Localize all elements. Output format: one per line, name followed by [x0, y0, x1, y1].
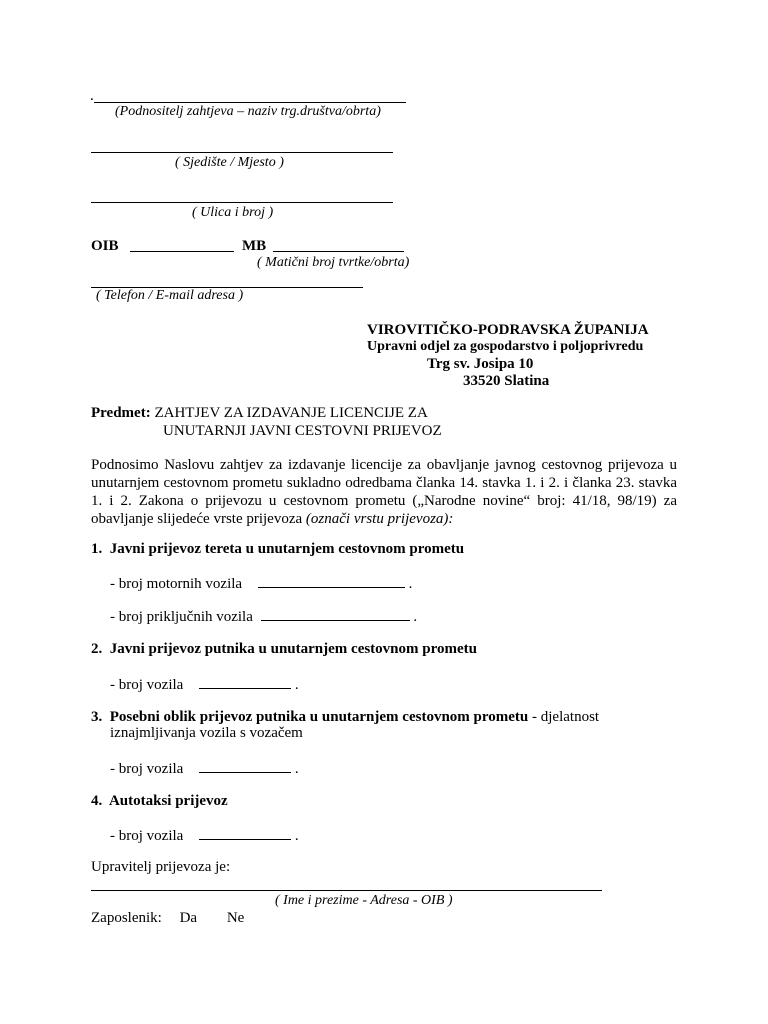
trailers-input-line[interactable]	[261, 607, 410, 621]
item-1-title	[91, 540, 464, 558]
mb-line	[273, 251, 404, 252]
field-vehicles-label: - broj vozila	[110, 677, 184, 693]
employee-yes-option[interactable]: Da	[179, 910, 198, 926]
item-2-number: 2.	[91, 641, 103, 657]
item-3-suffix: - djelatnost	[528, 709, 600, 725]
employee-row	[91, 909, 244, 927]
item-4-number: 4.	[91, 793, 103, 809]
applicant-name-prefix: .	[90, 88, 94, 104]
field-dot: .	[413, 609, 418, 625]
field-vehicles-label: - broj vozila	[110, 828, 184, 844]
item-1-number: 1.	[91, 541, 103, 557]
intro-text: Podnosimo Naslovu zahtjev za izdavanje licencije za obavljanje javnog cestovnog prijevoza u unutarnjem cestovnom prometu sukladno odredbama članka 14. stavka 1. i 2. i članka 23. stavka 1. i 2. Zakona o prijevozu u cestovnom prometu („Narodne novine“ broj: 41/18, 98/19) za obavljanje slijedeće vrste prijevoza	[91, 457, 677, 527]
subject-title-2: UNUTARNJI JAVNI CESTOVNI PRIJEVOZ	[163, 423, 442, 439]
field-motor-vehicles-label: - broj motornih vozila	[110, 576, 243, 592]
field-vehicles-2	[110, 675, 299, 694]
item-2-title	[91, 640, 477, 658]
manager-line[interactable]	[91, 890, 602, 891]
item-3-number: 3.	[91, 709, 103, 725]
vehicles-2-input-line[interactable]	[199, 675, 291, 689]
mb-label: MB	[242, 238, 267, 254]
field-vehicles-label: - broj vozila	[110, 761, 184, 777]
item-4-text: Autotaksi prijevoz	[108, 793, 228, 809]
field-vehicles-3	[110, 759, 299, 778]
seat-line	[91, 152, 393, 153]
intro-paragraph	[91, 456, 677, 528]
seat-caption: ( Sjedište / Mjesto )	[175, 155, 284, 170]
manager-caption: ( Ime i prezime - Adresa - OIB )	[275, 893, 453, 908]
vehicles-4-input-line[interactable]	[199, 826, 291, 840]
field-dot: .	[294, 761, 299, 777]
field-dot: .	[408, 576, 413, 592]
vehicles-3-input-line[interactable]	[199, 759, 291, 773]
field-motor-vehicles	[110, 574, 412, 593]
field-vehicles-4	[110, 826, 299, 845]
applicant-name-caption: (Podnositelj zahtjeva – naziv trg.društva/obrta)	[115, 104, 381, 119]
item-2-text: Javni prijevoz putnika u unutarnjem cestovnom prometu	[109, 641, 477, 657]
subject-label: Predmet:	[91, 405, 151, 421]
motor-vehicles-input-line[interactable]	[258, 574, 405, 588]
manager-label: Upravitelj prijevoza je:	[91, 859, 231, 875]
recipient-city: 33520 Slatina	[463, 373, 550, 389]
recipient-department: Upravni odjel za gospodarstvo i poljoprivredu	[367, 339, 644, 354]
field-trailers	[110, 607, 417, 626]
item-1-text: Javni prijevoz tereta u unutarnjem cestovnom prometu	[109, 541, 465, 557]
recipient-county: VIROVITIČKO-PODRAVSKA ŽUPANIJA	[367, 322, 649, 338]
field-trailers-label: - broj priključnih vozila	[110, 609, 253, 625]
street-caption: ( Ulica i broj )	[192, 205, 274, 220]
oib-line	[130, 251, 234, 252]
contact-caption: ( Telefon / E-mail adresa )	[96, 288, 244, 303]
intro-note: (označi vrstu prijevoza):	[305, 511, 454, 527]
item-4-title	[91, 792, 228, 810]
subject-line-1	[91, 404, 428, 422]
street-line	[91, 202, 393, 203]
item-3-line-2: iznajmljivanja vozila s vozačem	[110, 725, 303, 741]
field-dot: .	[294, 828, 299, 844]
oib-label: OIB	[91, 238, 119, 254]
item-3-text: Posebni oblik prijevoz putnika u unutarnjem cestovnom prometu	[109, 709, 529, 725]
field-dot: .	[294, 677, 299, 693]
subject-title-1: ZAHTJEV ZA IZDAVANJE LICENCIJE ZA	[154, 405, 428, 421]
recipient-street: Trg sv. Josipa 10	[427, 356, 534, 372]
mb-caption: ( Matični broj tvrtke/obrta)	[257, 255, 410, 270]
employee-no-option[interactable]: Ne	[226, 910, 245, 926]
employee-label: Zaposlenik:	[91, 910, 162, 926]
